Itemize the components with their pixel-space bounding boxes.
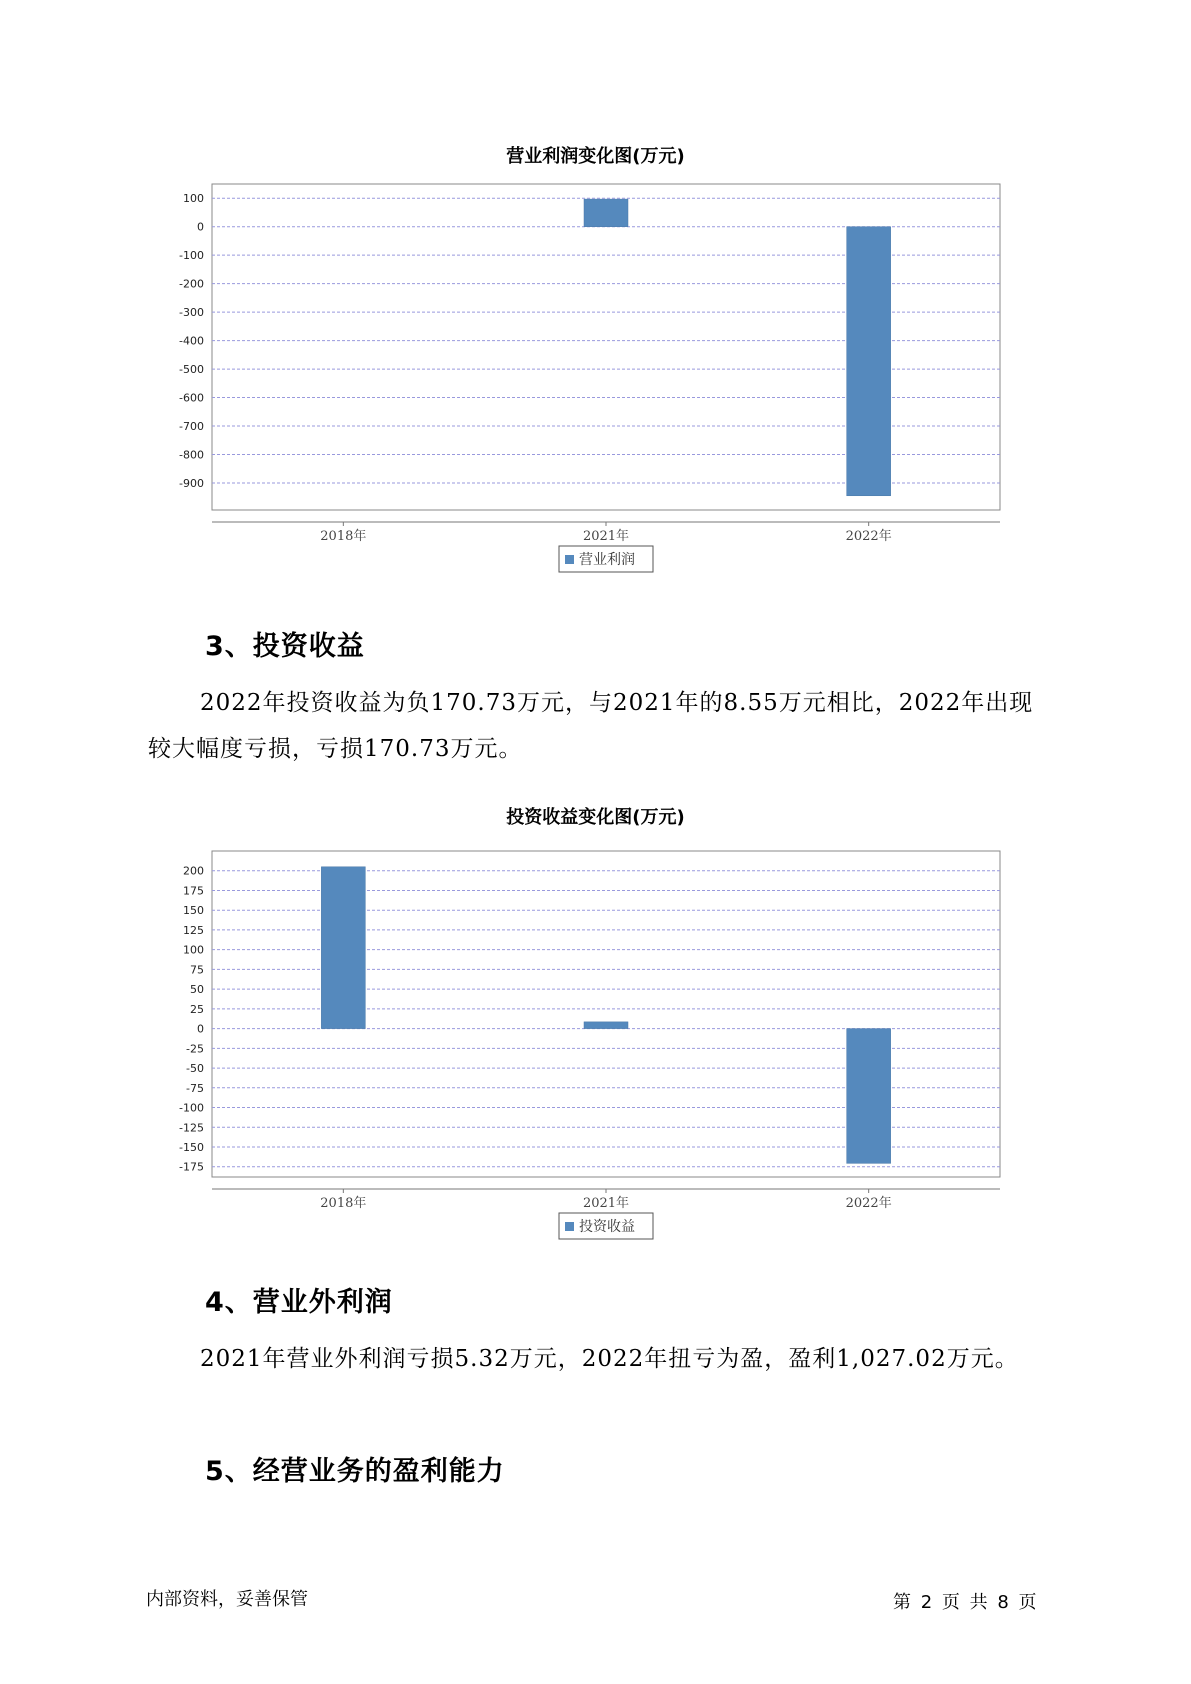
chart1-bar-2022年 [847,1029,891,1164]
chart1-bar-2018年 [321,867,365,1029]
chart0-legend-swatch [565,555,574,564]
chart0-y-tick-label: -400 [179,334,204,348]
chart0-x-tick-label: 2018年 [320,529,367,544]
chart1-x-tick-label: 2022年 [845,1196,892,1211]
chart0-y-tick-label: -900 [179,476,204,490]
chart1-y-tick-label: -175 [179,1160,204,1174]
chart0-y-tick-label: -800 [179,448,204,462]
chart0-y-tick-label: -300 [179,306,204,320]
chart0-y-tick-label: -700 [179,420,204,434]
operating-profit-chart-title: 营业利润变化图(万元) [506,146,685,167]
chart1-x-tick-label: 2018年 [320,1196,367,1211]
chart1-y-tick-label: -150 [179,1141,204,1155]
chart1-y-tick-label: 75 [190,963,204,977]
section-4-text: 2021年营业外利润亏损5.32万元，2022年扭亏为盈，盈利1,027.02万元。 [200,1346,1019,1372]
chart1-y-tick-label: 150 [183,904,204,918]
chart0-bar-2021年 [584,199,628,227]
chart1-y-tick-label: -25 [186,1042,204,1056]
chart0-y-tick-label: -100 [179,249,204,263]
chart0-x-tick-label: 2022年 [845,529,892,544]
footer-page-number: 第 2 页 共 8 页 [893,1592,1037,1613]
chart1-x-tick-label: 2021年 [582,1196,630,1211]
chart0-x-tick-label: 2021年 [582,529,630,544]
chart1-y-tick-label: 175 [183,884,204,898]
chart0-legend-label: 营业利润 [579,552,635,568]
section-3-heading: 3、投资收益 [205,631,365,662]
chart1-y-tick-label: 25 [190,1002,204,1016]
chart0-legend [559,546,653,572]
footer-confidential-note: 内部资料，妥善保管 [146,1589,308,1610]
section-5-heading: 5、经营业务的盈利能力 [205,1456,505,1487]
chart0-y-tick-label: 100 [183,192,204,206]
chart1-legend-swatch [565,1222,574,1231]
chart1-legend [559,1213,653,1239]
chart1-y-tick-label: 125 [183,923,204,937]
chart1-y-tick-label: 100 [183,943,204,957]
chart0-y-tick-label: -600 [179,391,204,405]
chart1-y-tick-label: -100 [179,1101,204,1115]
chart1-bar-2021年 [584,1022,628,1029]
chart1-y-tick-label: 200 [183,864,204,878]
investment-income-chart [150,837,1040,1247]
section-4-heading: 4、营业外利润 [205,1287,393,1318]
chart1-legend-label: 投资收益 [579,1219,635,1235]
operating-profit-chart [150,170,1040,580]
chart1-y-tick-label: 50 [190,983,204,997]
chart1-y-tick-label: 0 [197,1022,204,1036]
chart1-y-tick-label: -125 [179,1121,204,1135]
investment-income-chart-title: 投资收益变化图(万元) [506,807,685,828]
chart1-y-tick-label: -75 [186,1081,204,1095]
chart1-y-tick-label: -50 [186,1062,204,1076]
chart0-y-tick-label: 0 [197,220,204,234]
section-3-text: 2022年投资收益为负170.73万元，与2021年的8.55万元相比，2022年出现较大幅度亏损，亏损170.73万元。 [148,690,1034,762]
chart0-y-tick-label: -200 [179,277,204,291]
chart0-y-tick-label: -500 [179,363,204,377]
chart0-bar-2022年 [847,227,891,496]
